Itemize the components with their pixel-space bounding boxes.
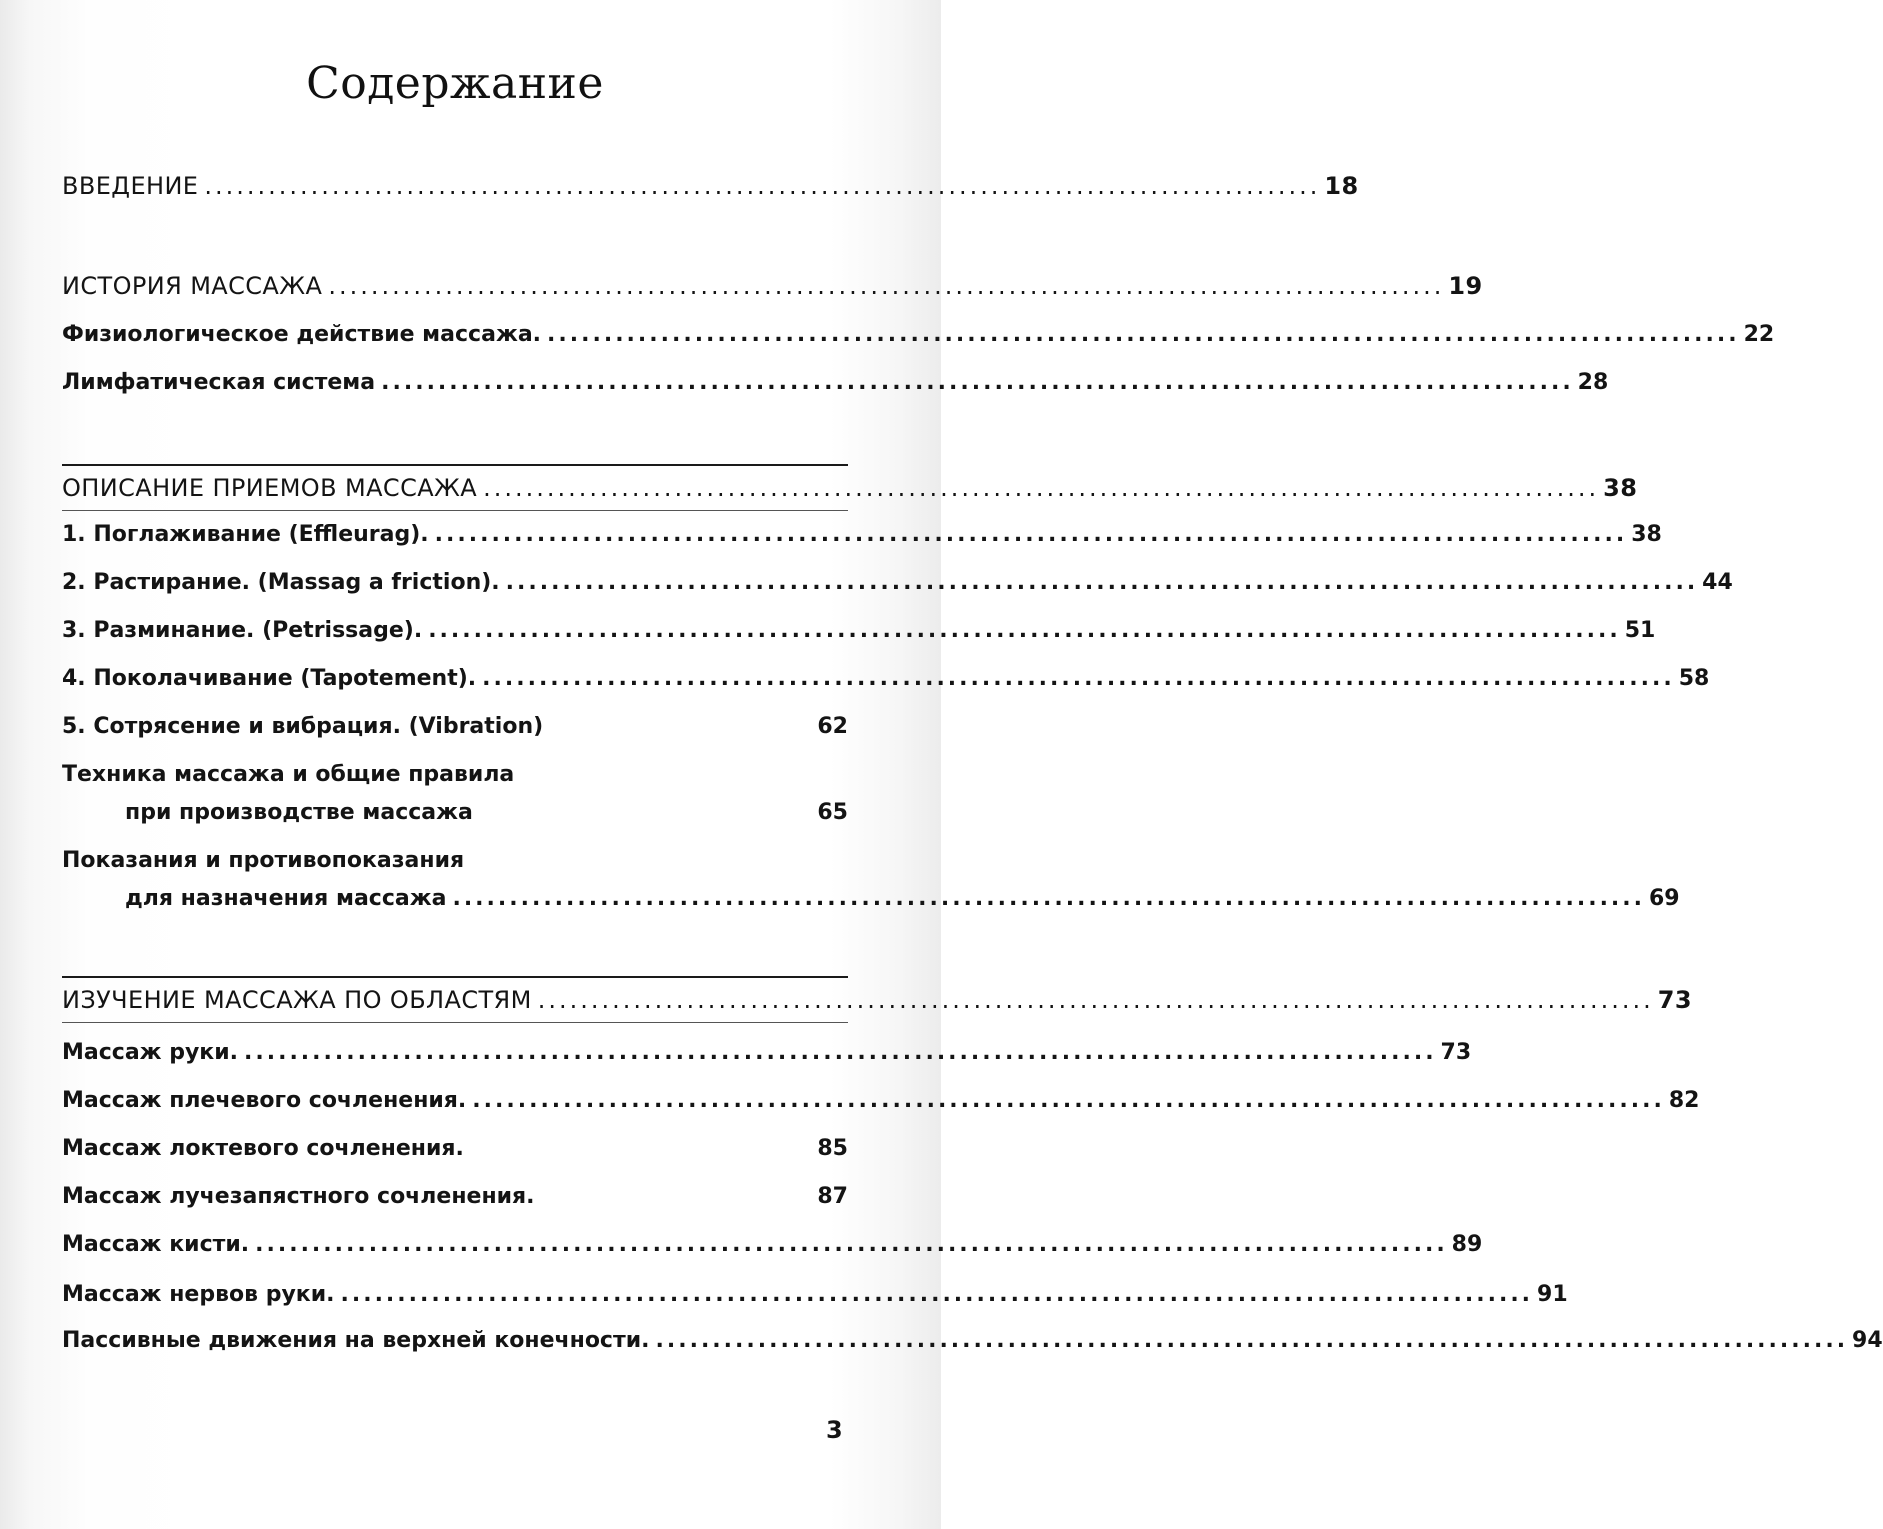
toc-page-number: 58 [1678, 666, 1710, 691]
toc-entry-pokaz [125, 886, 1680, 911]
toc-page-number: 73 [1657, 986, 1692, 1014]
toc-entry-nerv [62, 1282, 1568, 1307]
toc-entry-p4 [62, 666, 1710, 691]
leader-dots: ......................................................................................................... [340, 1282, 1534, 1307]
leader-dots: ......................................................................................................... [505, 570, 1699, 595]
toc-entry-text: Лимфатическая система [62, 370, 376, 395]
leader-dots: ......................................................................................................... [452, 886, 1645, 911]
toc-entry-passiv [62, 1328, 1883, 1353]
toc-entry-tehnika-line1: Техника массажа и общие правила [62, 762, 515, 787]
section-underline [62, 510, 848, 511]
toc-entry-text: 2. Растирание. (Massag a friction). [62, 570, 500, 595]
toc-page-number: 87 [817, 1184, 848, 1209]
section-rule [62, 464, 848, 466]
toc-page-number: 19 [1448, 272, 1483, 300]
toc-entry-istoriya [62, 272, 1483, 300]
toc-entry-text: ИСТОРИЯ МАССАЖА [62, 272, 323, 300]
toc-page-number: 44 [1702, 570, 1733, 595]
toc-entry-text: Массаж плечевого сочленения. [62, 1088, 467, 1113]
toc-entry-text: ВВЕДЕНИЕ [62, 172, 199, 200]
toc-entry-text: при производстве массажа [125, 800, 473, 825]
toc-entry-limf [62, 370, 1609, 395]
toc-entry-tehnika [125, 800, 848, 825]
toc-entry-luch [62, 1184, 848, 1209]
toc-page-number: 89 [1451, 1232, 1483, 1257]
leader-dots: ......................................................................................................... [655, 1328, 1849, 1353]
toc-page-number: 94 [1852, 1328, 1883, 1353]
toc-entry-ruka [62, 1040, 1472, 1065]
section-rule [62, 976, 848, 978]
toc-entry-p5 [62, 714, 848, 739]
toc-entry-text: 3. Разминание. (Petrissage). [62, 618, 423, 643]
toc-page-number: 69 [1649, 886, 1680, 911]
toc-page-number: 82 [1668, 1088, 1700, 1113]
leader-dots: ......................................................................................................... [483, 474, 1600, 502]
toc-page-number: 28 [1577, 370, 1609, 395]
toc-entry-text: 1. Поглаживание (Effleurag). [62, 522, 429, 547]
toc-entry-kist [62, 1232, 1483, 1257]
toc-page-number: 62 [817, 714, 848, 739]
toc-page-number: 38 [1603, 474, 1638, 502]
leader-dots: ......................................................................................................... [547, 322, 1740, 347]
leader-dots: ......................................................................................................... [482, 666, 1675, 691]
toc-entry-text: Пассивные движения на верхней конечности. [62, 1328, 650, 1353]
leader-dots: ......................................................................................................... [255, 1232, 1448, 1257]
leader-dots: ......................................................................................................... [204, 172, 1321, 200]
toc-entry-text: 5. Сотрясение и вибрация. (Vibration) [62, 714, 544, 739]
toc-entry-fiziol [62, 322, 1775, 347]
leader-dots: ......................................................................................................... [328, 272, 1445, 300]
toc-entry-text: 4. Поколачивание (Tapotement). [62, 666, 477, 691]
toc-entry-text: Массаж лучезапястного сочленения. [62, 1184, 535, 1209]
leader-dots: ......................................................................................................... [381, 370, 1574, 395]
toc-page-number: 51 [1624, 618, 1656, 643]
toc-entry-p2 [62, 570, 1733, 595]
leader-dots: ......................................................................................................... [472, 1088, 1665, 1113]
toc-entry-text: Массаж кисти. [62, 1232, 250, 1257]
toc-entry-text: ИЗУЧЕНИЕ МАССАЖА ПО ОБЛАСТЯМ [62, 986, 532, 1014]
toc-entry-text: ОПИСАНИЕ ПРИЕМОВ МАССАЖА [62, 474, 478, 502]
toc-page-number: 18 [1324, 172, 1359, 200]
toc-entry-p3 [62, 618, 1656, 643]
section-underline [62, 1022, 848, 1023]
leader-dots: ......................................................................................................... [244, 1040, 1437, 1065]
leader-dots: ......................................................................................................... [428, 618, 1621, 643]
toc-entry-text: Массаж руки. [62, 1040, 239, 1065]
toc-entry-text: Массаж нервов руки. [62, 1282, 335, 1307]
toc-entry-plech [62, 1088, 1700, 1113]
leader-dots: ......................................................................................................... [434, 522, 1628, 547]
page-title: Содержание [306, 58, 604, 109]
toc-entry-p1 [62, 522, 1662, 547]
leader-dots: ......................................................................................................... [537, 986, 1654, 1014]
toc-page-number: 65 [817, 800, 848, 825]
toc-entry-text: Физиологическое действие массажа. [62, 322, 542, 347]
toc-page-number: 22 [1743, 322, 1775, 347]
toc-entry-vvedenie [62, 172, 1359, 200]
page-number: 3 [826, 1416, 843, 1444]
toc-entry-lokt [62, 1136, 848, 1161]
toc-page-number: 73 [1440, 1040, 1472, 1065]
toc-entry-text: для назначения массажа [125, 886, 447, 911]
toc-page-number: 91 [1537, 1282, 1568, 1307]
toc-entry-pokaz-line1: Показания и противопоказания [62, 848, 465, 873]
toc-page-number: 38 [1631, 522, 1662, 547]
toc-entry-izuchenie [62, 986, 1692, 1014]
toc-page-number: 85 [817, 1136, 848, 1161]
toc-entry-text: Массаж локтевого сочленения. [62, 1136, 464, 1161]
toc-entry-opisanie [62, 474, 1638, 502]
